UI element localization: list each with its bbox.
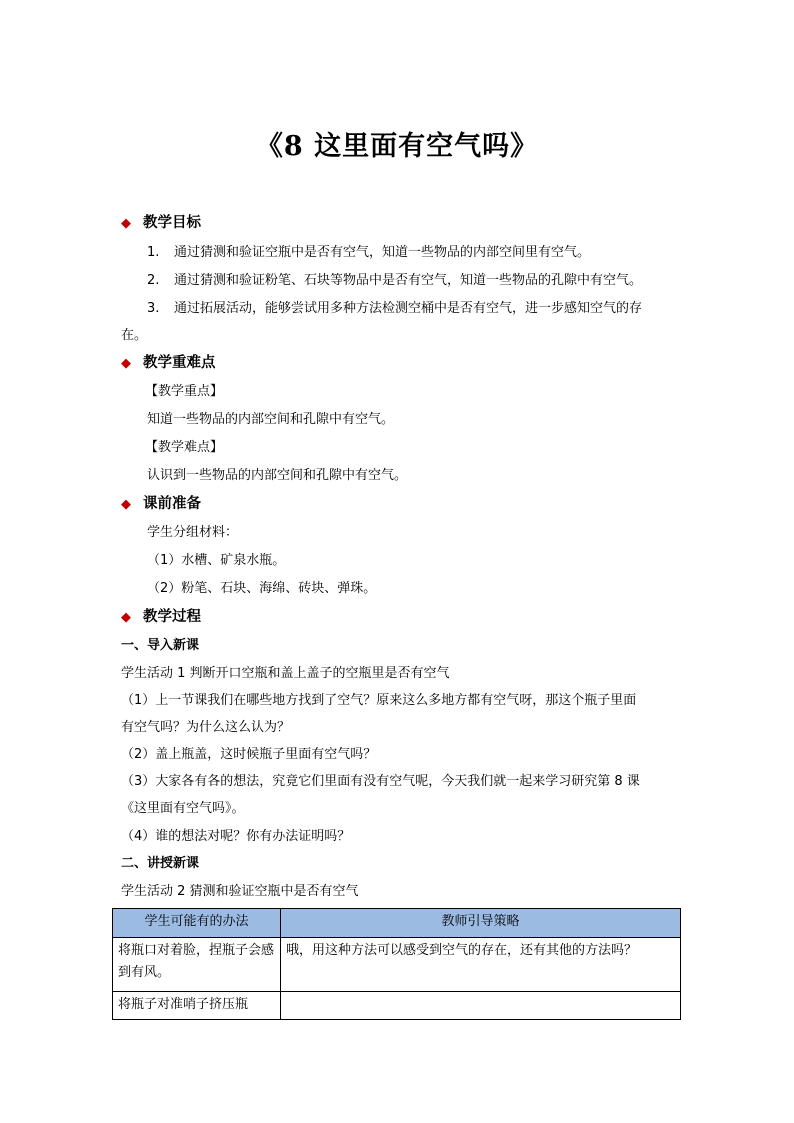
table-header-cell: 学生可能有的办法 — [113, 909, 281, 938]
question-text: （4）谁的想法对呢？你有办法证明吗？ — [121, 829, 351, 844]
question-text-continued: 《这里面有空气吗》。 — [121, 801, 245, 816]
focus-label: 【教学重点】 — [145, 384, 224, 399]
section-heading-label: 教学过程 — [143, 609, 201, 625]
diamond-bullet-icon: ◆ — [121, 216, 131, 231]
section-heading-label: 教学重难点 — [143, 355, 216, 371]
activity-title: 学生活动 2 猜测和验证空瓶中是否有空气 — [121, 884, 359, 899]
table-header-row — [113, 909, 681, 938]
subsection-heading: 二、讲授新课 — [121, 856, 200, 871]
question-text: （2）盖上瓶盖，这时候瓶子里面有空气吗？ — [121, 747, 377, 762]
goal-item-number: 3. — [147, 301, 160, 316]
goal-item: 通过猜测和验证粉笔、石块等物品中是否有空气，知道一些物品的孔隙中有空气。 — [174, 273, 643, 288]
focus-text: 知道一些物品的内部空间和孔隙中有空气。 — [147, 412, 395, 427]
table-cell: 哦，用这种方法可以感受到空气的存在，还有其他的方法吗？ — [281, 938, 681, 992]
table-row — [113, 992, 681, 1020]
material-item: （2）粉笔、石块、海绵、砖块、弹珠。 — [147, 581, 377, 596]
section-heading-process — [121, 607, 201, 628]
diamond-bullet-icon: ◆ — [121, 356, 131, 371]
section-heading-key-points — [121, 353, 216, 374]
page-title: 《8 这里面有空气吗》 — [255, 131, 539, 162]
table-cell: 将瓶口对着脸，捏瓶子会感到有风。 — [113, 938, 281, 992]
goal-item: 通过猜测和验证空瓶中是否有空气，知道一些物品的内部空间里有空气。 — [174, 245, 591, 260]
strategy-table — [112, 908, 681, 1020]
difficulty-text: 认识到一些物品的内部空间和孔隙中有空气。 — [147, 468, 408, 483]
material-item: （1）水槽、矿泉水瓶。 — [147, 553, 286, 568]
table-row — [113, 938, 681, 992]
section-heading-goals — [121, 213, 201, 234]
goal-item: 通过拓展活动，能够尝试用多种方法检测空桶中是否有空气，进一步感知空气的存 — [174, 301, 643, 316]
table-cell — [281, 992, 681, 1020]
goal-item-number: 2. — [147, 273, 160, 288]
activity-title: 学生活动 1 判断开口空瓶和盖上盖子的空瓶里是否有空气 — [121, 666, 450, 681]
subsection-heading: 一、导入新课 — [121, 638, 200, 653]
question-text: （3）大家各有各的想法，究竟它们里面有没有空气呢，今天我们就一起来学习研究第 8 课 — [121, 774, 640, 789]
diamond-bullet-icon: ◆ — [121, 610, 131, 625]
section-heading-label: 教学目标 — [143, 215, 201, 231]
section-heading-prep — [121, 494, 201, 515]
difficulty-label: 【教学难点】 — [145, 440, 224, 455]
materials-label: 学生分组材料： — [147, 525, 239, 540]
goal-item-number: 1. — [147, 245, 160, 260]
question-text-continued: 有空气吗？为什么这么认为？ — [121, 720, 291, 735]
question-text: （1）上一节课我们在哪些地方找到了空气？原来这么多地方都有空气呀，那这个瓶子里面 — [121, 693, 637, 708]
section-heading-label: 课前准备 — [143, 496, 201, 512]
table-header-cell: 教师引导策略 — [281, 909, 681, 938]
goal-item-continued: 在。 — [121, 328, 148, 343]
diamond-bullet-icon: ◆ — [121, 497, 131, 512]
table-cell: 将瓶子对准哨子挤压瓶 — [113, 992, 281, 1020]
